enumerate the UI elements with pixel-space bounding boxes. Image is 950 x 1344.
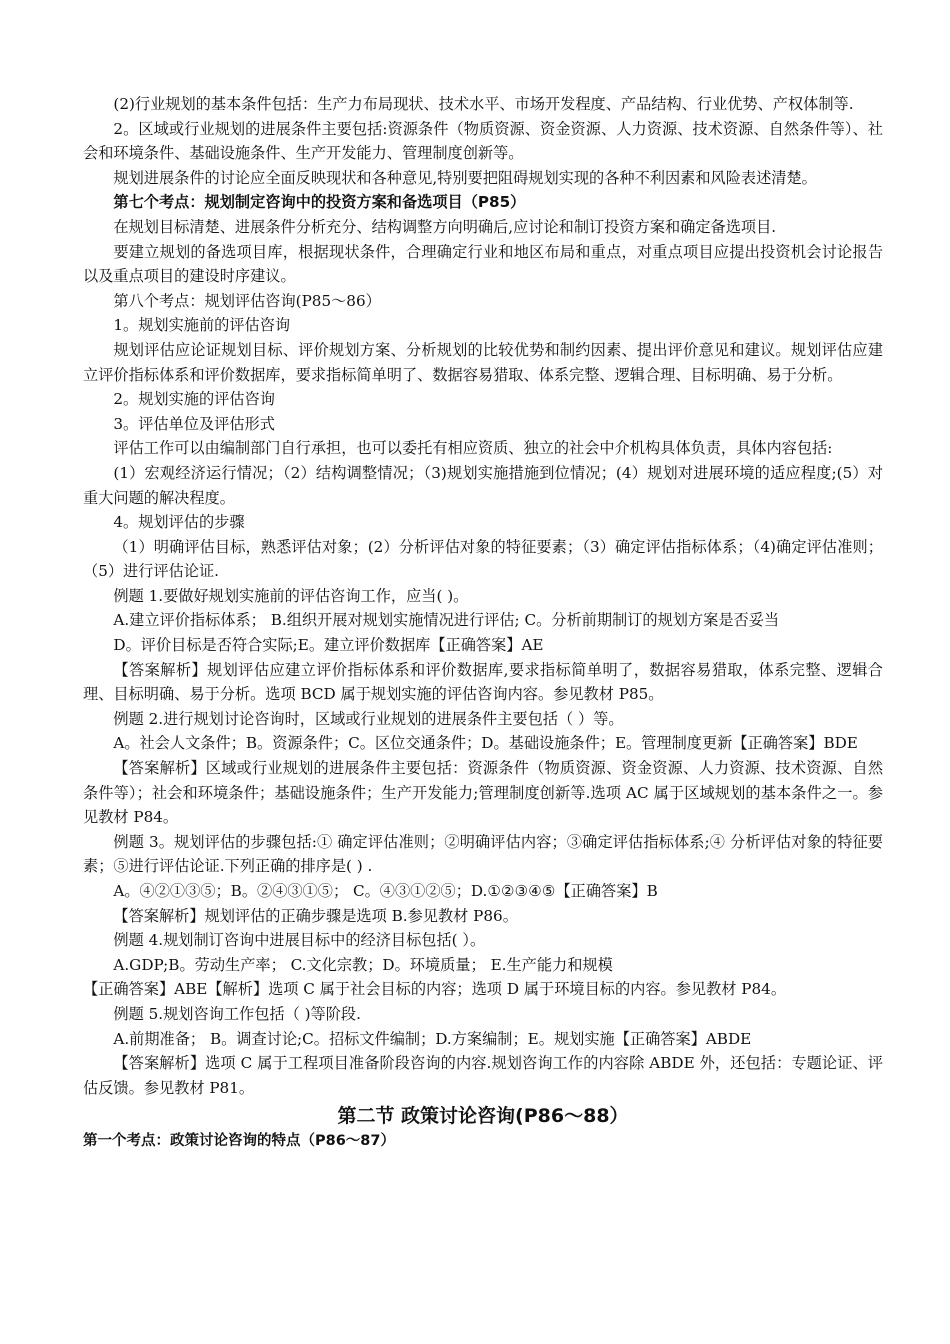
section-heading: 第二节 政策讨论咨询(P86～88） [337, 1105, 629, 1128]
paragraph: 规划评估应论证规划目标、评价规划方案、分析规划的比较优势和制约因素、提出评价意见和建议。规划评估应建立评价指标体系和评价数据库，要求指标简单明了、数据容易猎取、体系完整、逻辑合理、目标明确、易于分析。 [83, 340, 883, 384]
paragraph: A。④②①③⑤；B。②④③①⑤； C。④③①②⑤；D.①②③④⑤【正确答案】B [113, 882, 658, 900]
document-page [83, 92, 883, 1152]
paragraph: A.前期准备； B。调查讨论;C。招标文件编制；D.方案编制；E。规划实施【正确答案】ABDE [113, 1029, 752, 1048]
paragraph: 例题 5.规划咨询工作包括（ )等阶段. [113, 1004, 361, 1023]
paragraph: 例题 1.要做好规划实施前的评估咨询工作，应当( )。 [113, 586, 469, 605]
paragraph: (1）宏观经济运行情况；（2）结构调整情况；（3)规划实施措施到位情况；(4）规划对进展环境的适应程度;(5）对重大问题的解决程度。 [83, 463, 883, 507]
paragraph: A。社会人文条件；B。资源条件；C。区位交通条件；D。基础设施条件；E。管理制度更新【正确答案】BDE [113, 734, 858, 753]
paragraph: 1。规划实施前的评估咨询 [113, 316, 291, 335]
paragraph: 【答案解析】区域或行业规划的进展条件主要包括：资源条件（物质资源、资金资源、人力资源、技术资源、自然条件等）；社会和环境条件；基础设施条件；生产开发能力;管理制度创新等.选项 AC 属于区域规划的基本条件之一。参见教材 P84。 [83, 759, 883, 827]
paragraph: 3。评估单位及评估形式 [113, 414, 275, 433]
paragraph: 2。规划实施的评估咨询 [113, 390, 275, 409]
paragraph: 第八个考点：规划评估咨询(P85～86） [113, 291, 381, 310]
paragraph: 评估工作可以由编制部门自行承担，也可以委托有相应资质、独立的社会中介机构具体负责，具体内容包括: [113, 439, 833, 458]
paragraph: 在规划目标清楚、进展条件分析充分、结构调整方向明确后,应讨论和制订投资方案和确定备选项目. [113, 217, 777, 236]
paragraph: 【正确答案】ABE【解析】选项 C 属于社会目标的内容；选项 D 属于环境目标的内容。参见教材 P84。 [83, 980, 787, 999]
paragraph: 规划进展条件的讨论应全面反映现状和各种意见,特别要把阻碍规划实现的各种不利因素和风险表述清楚。 [113, 168, 817, 187]
paragraph: (2)行业规划的基本条件包括：生产力布局现状、技术水平、市场开发程度、产品结构、行业优势、产权体制等. [113, 95, 854, 113]
paragraph: A.GDP;B。劳动生产率； C.文化宗教；D。环境质量； E.生产能力和规模 [113, 955, 613, 974]
paragraph: （1）明确评估目标，熟悉评估对象；(2）分析评估对象的特征要素；（3）确定评估指标体系；（4)确定评估准则；（5）进行评估论证. [83, 537, 883, 581]
paragraph: 【答案解析】规划评估应建立评价指标体系和评价数据库,要求指标简单明了，数据容易猎取，体系完整、逻辑合理、目标明确、易于分析。选项 BCD 属于规划实施的评估咨询内容。参见教材 P85。 [83, 660, 883, 704]
paragraph: 例题 2.进行规划讨论咨询时，区域或行业规划的进展条件主要包括（ ）等。 [113, 709, 624, 728]
paragraph: 【答案解析】规划评估的正确步骤是选项 B.参见教材 P86。 [113, 906, 518, 925]
topic-heading: 第七个考点：规划制定咨询中的投资方案和备选项目（P85） [113, 193, 526, 212]
paragraph: 要建立规划的备选项目库，根据现状条件，合理确定行业和地区布局和重点，对重点项目应提出投资机会讨论报告以及重点项目的建设时序建议。 [83, 242, 883, 286]
paragraph: 4。规划评估的步骤 [113, 513, 245, 532]
paragraph: 例题 3。规划评估的步骤包括:① 确定评估准则；②明确评估内容；③确定评估指标体系;④ 分析评估对象的特征要素；⑤进行评估论证.下列正确的排序是( ) . [83, 832, 883, 876]
body-text [83, 92, 883, 1100]
paragraph: A.建立评价指标体系； B.组织开展对规划实施情况进行评估; C。分析前期制订的规划方案是否妥当 [113, 611, 780, 630]
paragraph: D。评价目标是否符合实际;E。建立评价数据库【正确答案】AE [113, 636, 544, 655]
paragraph: 2。区域或行业规划的进展条件主要包括:资源条件（物质资源、资金资源、人力资源、技术资源、自然条件等）、社会和环境条件、基础设施条件、生产开发能力、管理制度创新等。 [83, 119, 883, 163]
paragraph: 【答案解析】选项 C 属于工程项目准备阶段咨询的内容.规划咨询工作的内容除 ABDE 外，还包括：专题论证、评估反馈。参见教材 P81。 [83, 1054, 883, 1097]
paragraph: 例题 4.规划制订咨询中进展目标中的经济目标包括( ）。 [113, 931, 486, 950]
subsection-heading: 第一个考点：政策讨论咨询的特点（P86～87） [83, 1133, 395, 1150]
